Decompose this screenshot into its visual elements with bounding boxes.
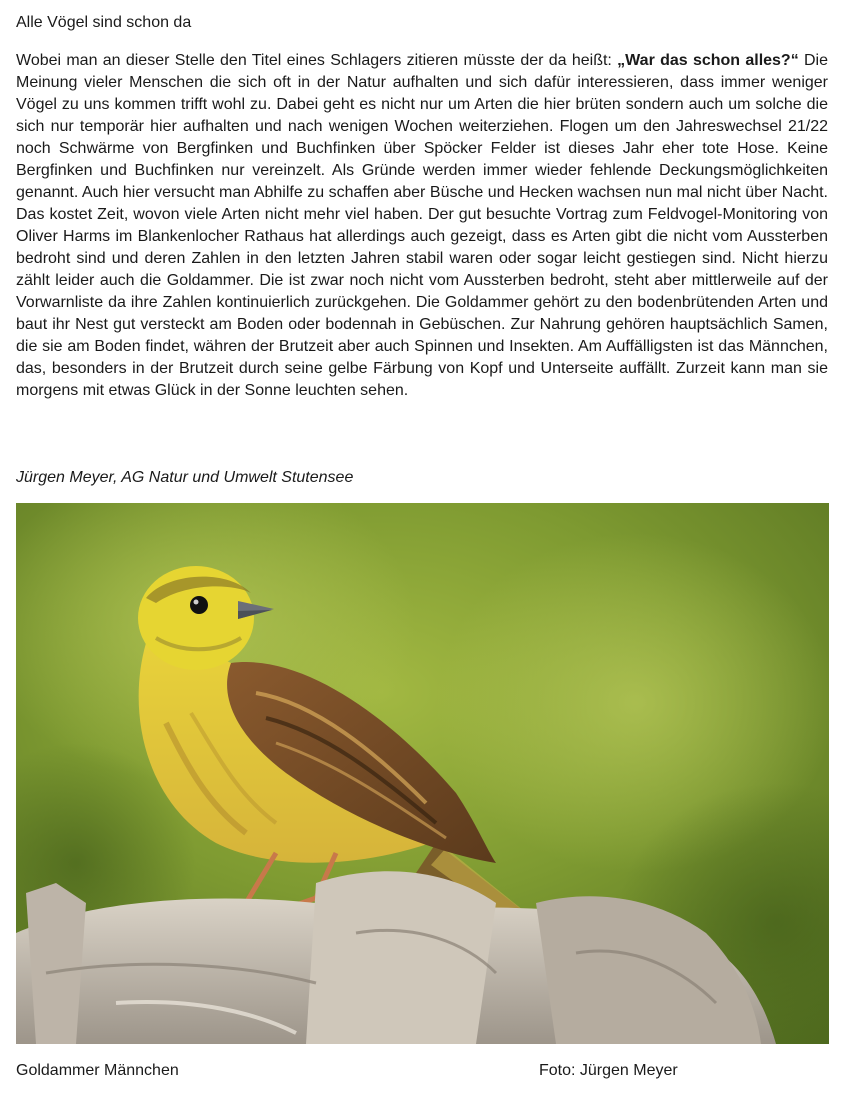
- article-author: Jürgen Meyer, AG Natur und Umwelt Stutensee: [16, 469, 354, 486]
- article-body-text: Die Meinung vieler Menschen die sich oft in der Natur aufhalten und sich dafür interessieren, dass immer weniger Vögel zu uns kommen trifft wohl zu. Dabei geht es nicht nur um Arten die hier brüten sondern auch um solche die sich nur temporär hier aufhalten und nach wenigen Wochen weiterziehen. Flogen um den Jahreswechsel 21/22 noch Schwärme von Bergfinken und Buchfinken über Spöcker Felder ist dieses Jahr eher tote Hose. Keine Bergfinken und Buchfinken nur vereinzelt. Als Gründe werden immer wieder fehlende Deckungsmöglichkeiten genannt. Auch hier versucht man Abhilfe zu schaffen aber Büsche und Hecken wachsen nun mal nicht über Nacht. Das kostet Zeit, wovon viele Arten nicht mehr viel haben. Der gut besuchte Vortrag zum Feldvogel-Monitoring von Oliver Harms im Blankenlocher Rathaus hat allerdings auch gezeigt, dass es Arten gibt die nicht vom Aussterben bedroht sind und deren Zahlen in den letzten Jahren stabil waren oder sogar leicht gestiegen sind. Nicht hierzu zählt leider auch die Goldammer. Die ist zwar noch nicht vom Aussterben bedroht, steht aber mittlerweile auf der Vorwarnliste da ihre Zahlen kontinuierlich zurückgehen. Die Goldammer gehört zu den bodenbrütenden Arten und baut ihr Nest gut versteckt am Boden oder bodennah in Gebüschen. Zur Nahrung gehören hauptsächlich Samen, die sie am Boden findet, währen der Brutzeit aber auch Spinnen und Insekten. Am Auffälligsten ist das Männchen, das, besonders in der Brutzeit durch seine gelbe Färbung von Kopf und Unterseite auffällt. Zurzeit kann man sie morgens mit etwas Glück in der Sonne leuchten sehen.: [16, 52, 828, 399]
- article-body: [16, 50, 828, 402]
- bird-photo: [16, 503, 829, 1044]
- photo-credit: Foto: Jürgen Meyer: [539, 1062, 678, 1079]
- article-quote: „War das schon alles?“: [617, 52, 799, 69]
- article-title: Alle Vögel sind schon da: [16, 14, 192, 31]
- article-intro: Wobei man an dieser Stelle den Titel eines Schlagers zitieren müsste der da heißt:: [16, 52, 618, 69]
- photo-caption: Goldammer Männchen: [16, 1062, 179, 1079]
